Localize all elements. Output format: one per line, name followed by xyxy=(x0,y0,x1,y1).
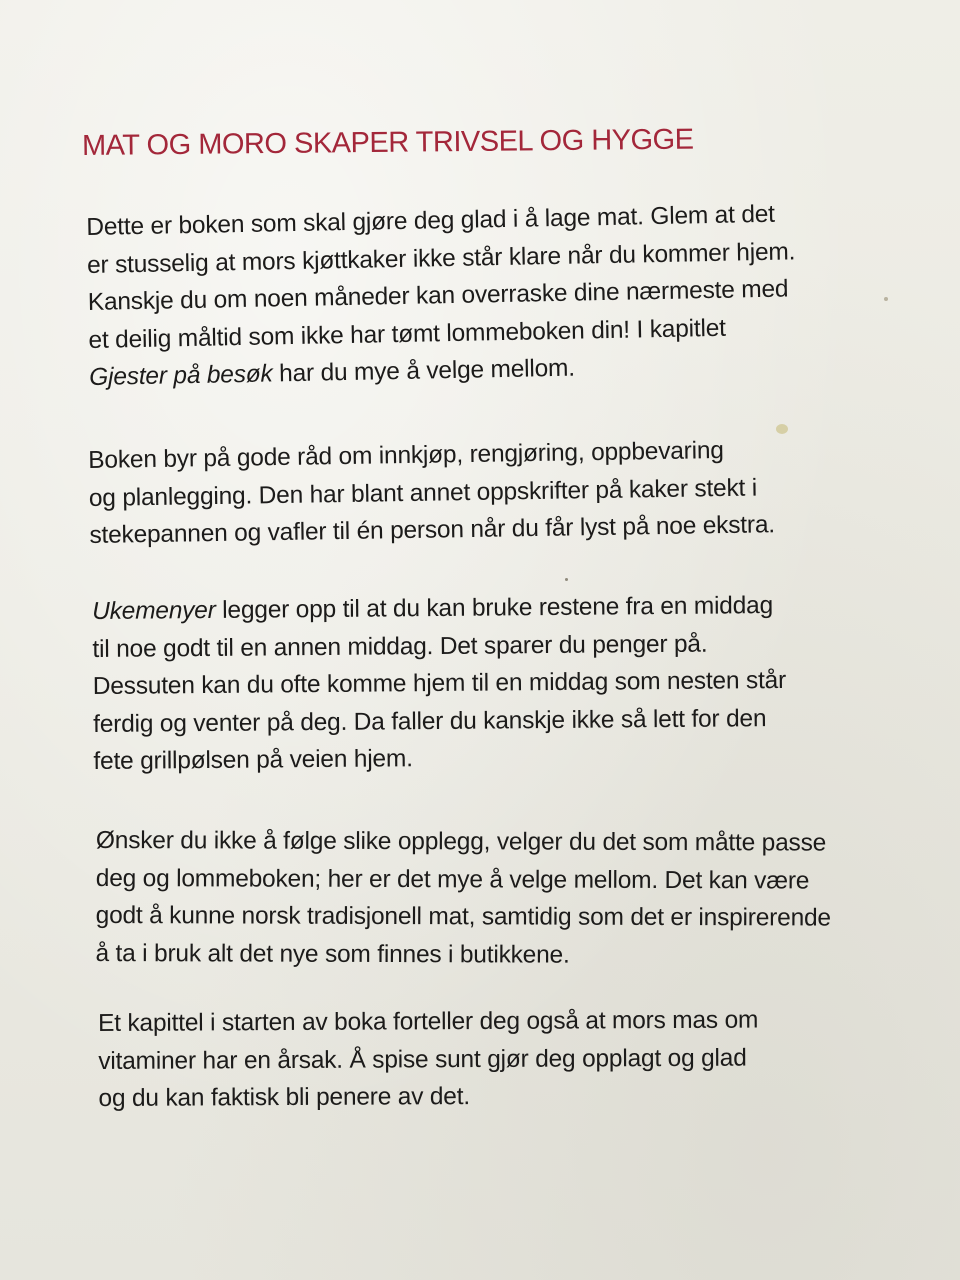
paragraph-line: et deilig måltid som ikke har tømt lommeboken din! I kapitlet xyxy=(88,314,726,354)
paragraph-line: å ta i bruk alt det nye som finnes i butikkene. xyxy=(95,939,570,969)
paragraph-line: til noe godt til en annen middag. Det sparer du penger på. xyxy=(92,630,708,663)
paragraph-line: Kanskje du om noen måneder kan overraske dine nærmeste med xyxy=(87,275,789,316)
chapter-title-italic: Gjester på besøk xyxy=(88,360,273,391)
paragraph-choices xyxy=(95,822,831,975)
paragraph-line: er stusselig at mors kjøttkaker ikke står klare når du kommer hjem. xyxy=(86,237,796,279)
paragraph-line: godt å kunne norsk tradisjonell mat, samtidig som det er inspirerende xyxy=(95,901,831,932)
paragraph-line xyxy=(92,587,786,631)
paragraph-line: Dette er boken som skal gjøre deg glad i å lage mat. Glem at det xyxy=(86,200,776,241)
paragraph-line-text: har du mye å velge mellom. xyxy=(272,354,576,388)
paper-speck xyxy=(776,424,788,434)
paragraph-line: ferdig og venter på deg. Da faller du kanskje ikke så lett for den xyxy=(93,704,767,738)
paragraph-line: og du kan faktisk bli penere av det. xyxy=(98,1083,470,1112)
paragraph-advice xyxy=(88,431,775,554)
paragraph-line: og planlegging. Den har blant annet oppskrifter på kaker stekt i xyxy=(88,473,758,512)
paragraph-line: Ønsker du ikke å følge slike opplegg, velger du det som måtte passe xyxy=(95,827,827,857)
paragraph-vitamins xyxy=(98,1002,759,1118)
chapter-title-italic: Ukemenyer xyxy=(92,596,216,625)
paragraph-line: vitaminer har en årsak. Å spise sunt gjør deg opplagt og glad xyxy=(98,1044,747,1075)
paragraph-weekly-menus xyxy=(92,587,787,781)
paragraph-line: Boken byr på gode råd om innkjøp, rengjøring, oppbevaring xyxy=(88,437,724,474)
paper-speck xyxy=(565,578,568,581)
paragraph-line: fete grillpølsen på veien hjem. xyxy=(93,745,413,775)
paragraph-intro xyxy=(86,195,798,396)
paragraph-line: Dessuten kan du ofte komme hjem til en middag som nesten står xyxy=(92,666,787,700)
paragraph-line: stekepannen og vafler til én person når du får lyst på noe ekstra. xyxy=(89,511,776,549)
paragraph-line: deg og lommeboken; her er det mye å velge mellom. Det kan være xyxy=(95,864,810,894)
paper-speck xyxy=(884,297,888,301)
page-heading: MAT OG MORO SKAPER TRIVSEL OG HYGGE xyxy=(81,123,694,162)
paragraph-line: Et kapittel i starten av boka forteller deg også at mors mas om xyxy=(98,1006,759,1037)
paragraph-line-text: legger opp til at du kan bruke restene fra en middag xyxy=(215,592,774,624)
